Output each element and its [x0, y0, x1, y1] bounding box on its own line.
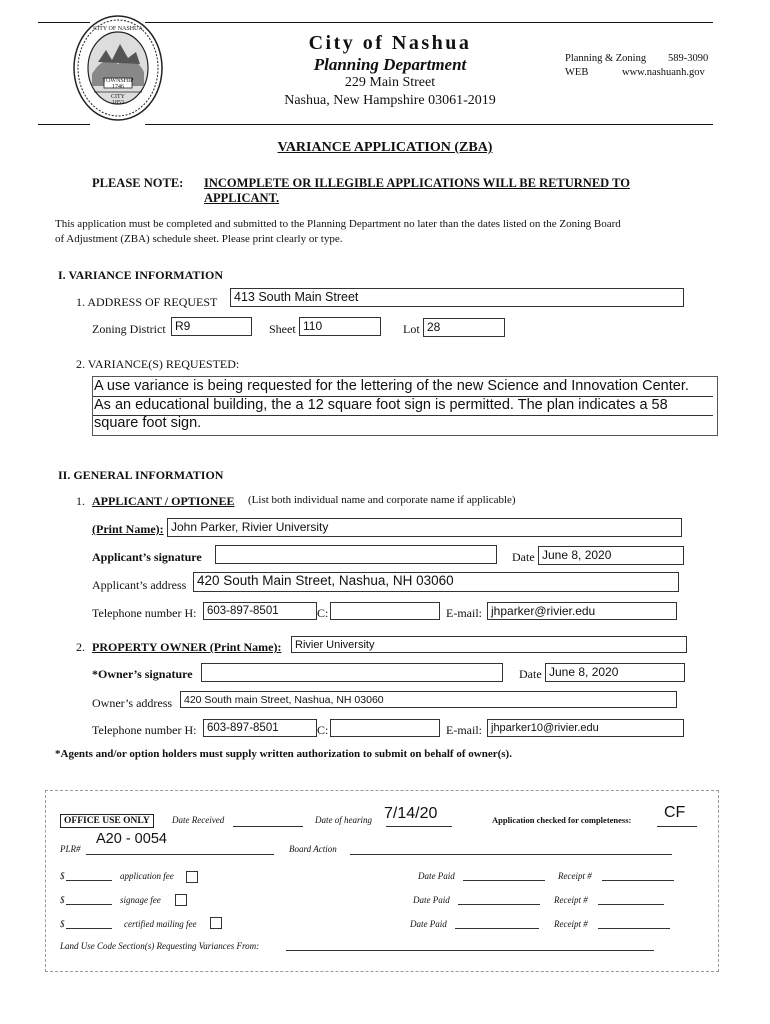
contact-phone-label: Planning & Zoning — [565, 53, 647, 64]
lot-label: Lot — [403, 322, 420, 336]
street-address: 229 Main Street — [344, 75, 436, 90]
fee-1-receipt: Receipt # — [558, 871, 592, 881]
note-label: PLEASE NOTE: — [92, 176, 184, 190]
fee-3-dollar: $ — [60, 919, 65, 929]
office-use-box — [45, 790, 719, 972]
zoning-district-field[interactable]: R9 — [171, 317, 252, 336]
completeness-line — [657, 826, 697, 827]
owner-phone-c-field[interactable] — [330, 719, 440, 737]
header-bottom-rule-right — [145, 124, 713, 125]
lot-field[interactable]: 28 — [423, 318, 505, 337]
plr-line — [86, 854, 274, 855]
fee-1-receipt-line — [602, 880, 674, 881]
plr-label: PLR# — [60, 844, 81, 854]
sheet-label: Sheet — [269, 322, 296, 336]
header-bottom-rule-left — [38, 124, 90, 125]
section-2-heading: II. GENERAL INFORMATION — [58, 468, 224, 482]
fee-3-date-paid: Date Paid — [410, 919, 447, 929]
variances-requested-field[interactable] — [92, 376, 718, 436]
contact-web-value: www.nashuanh.gov — [622, 67, 705, 78]
seal-text-mid: TOWNSHIP — [102, 78, 134, 84]
applicant-phone-c-label: C: — [317, 606, 329, 620]
seal-year-2: 1853 — [112, 100, 124, 106]
variances-text-line-2: As an educational building, the a 12 square foot sign is permitted. The plan indicates a 58 — [94, 397, 668, 413]
fee-2-date-paid: Date Paid — [413, 895, 450, 905]
applicant-phone-label: Telephone number H: — [92, 606, 197, 620]
applicant-email-label: E-mail: — [446, 606, 482, 620]
applicant-note: (List both individual name and corporate name if applicable) — [248, 494, 516, 506]
land-use-line — [286, 950, 654, 951]
completeness-value[interactable]: CF — [664, 804, 686, 821]
city-seal-icon — [72, 14, 164, 122]
date-received-line — [233, 826, 303, 827]
sheet-field[interactable]: 110 — [299, 317, 381, 336]
owner-email-label: E-mail: — [446, 723, 482, 737]
city-name: City of Nashua — [308, 32, 472, 54]
fee-3-receipt: Receipt # — [554, 919, 588, 929]
contact-web-label: WEB — [565, 67, 589, 78]
applicant-email-field[interactable]: jhparker@rivier.edu — [487, 602, 677, 620]
seal-text-top: CITY OF NASHUA — [93, 26, 143, 32]
signage-fee-checkbox[interactable] — [175, 894, 187, 906]
applicant-phone-c-field[interactable] — [330, 602, 440, 620]
date-hearing-line — [386, 826, 452, 827]
variances-text-line-3: square foot sign. — [94, 415, 202, 431]
applicant-phone-h-field[interactable]: 603-897-8501 — [203, 602, 317, 620]
land-use-label: Land Use Code Section(s) Requesting Variances From: — [60, 941, 260, 951]
agents-note: *Agents and/or option holders must supply written authorization to submit on behalf of owner(s). — [55, 748, 512, 760]
application-fee-checkbox[interactable] — [186, 871, 198, 883]
fee-3-line — [66, 928, 112, 929]
fee-3-receipt-line — [598, 928, 670, 929]
fee-2-receipt: Receipt # — [554, 895, 588, 905]
owner-date-field[interactable]: June 8, 2020 — [545, 663, 685, 682]
print-name-field[interactable]: John Parker, Rivier University — [167, 518, 682, 537]
fee-1-line — [66, 880, 112, 881]
variances-text-line-1: A use variance is being requested for the lettering of the new Science and Innovation Center. — [94, 378, 689, 394]
dept-name: Planning Department — [313, 55, 467, 74]
address-request-label: 1. ADDRESS OF REQUEST — [76, 295, 218, 309]
fee-1-date-paid: Date Paid — [418, 871, 455, 881]
note-line-2: APPLICANT. — [204, 191, 280, 205]
applicant-date-label: Date — [512, 550, 535, 564]
header-top-rule-right — [145, 22, 713, 23]
board-action-line — [350, 854, 672, 855]
owner-address-label: Owner’s address — [92, 696, 173, 710]
fee-1-label: application fee — [120, 871, 174, 881]
owner-phone-label: Telephone number H: — [92, 723, 197, 737]
owner-signature-label: *Owner’s signature — [92, 667, 193, 681]
fee-2-label: signage fee — [120, 895, 161, 905]
applicant-date-field[interactable]: June 8, 2020 — [538, 546, 684, 565]
city-state-zip: Nashua, New Hampshire 03061-2019 — [284, 93, 496, 108]
contact-phone-value: 589-3090 — [668, 53, 709, 64]
owner-heading: PROPERTY OWNER (Print Name): — [92, 640, 282, 654]
fee-3-date-line — [455, 928, 539, 929]
date-received-label: Date Received — [172, 815, 225, 825]
variances-requested-label: 2. VARIANCE(S) REQUESTED: — [76, 357, 240, 371]
fee-3-label: certified mailing fee — [124, 919, 197, 929]
fee-1-dollar: $ — [60, 871, 65, 881]
seal-text-bot: CITY — [111, 94, 125, 100]
page-title: VARIANCE APPLICATION (ZBA) — [277, 140, 493, 155]
fee-1-date-line — [463, 880, 545, 881]
office-use-label: OFFICE USE ONLY — [60, 814, 154, 828]
seal-year-1: 1746 — [112, 84, 124, 90]
applicant-address-field[interactable]: 420 South Main Street, Nashua, NH 03060 — [193, 572, 679, 592]
owner-address-field[interactable]: 420 South main Street, Nashua, NH 03060 — [180, 691, 677, 708]
owner-signature-field[interactable] — [201, 663, 503, 682]
print-name-label: (Print Name): — [92, 522, 164, 536]
fee-2-dollar: $ — [60, 895, 65, 905]
owner-number: 2. — [76, 640, 85, 654]
owner-phone-h-field[interactable]: 603-897-8501 — [203, 719, 317, 737]
intro-line-2: of Adjustment (ZBA) schedule sheet. Please print clearly or type. — [55, 233, 343, 245]
fee-2-receipt-line — [598, 904, 664, 905]
zoning-district-label: Zoning District — [92, 322, 166, 336]
owner-email-field[interactable]: jhparker10@rivier.edu — [487, 719, 684, 737]
note-line-1: INCOMPLETE OR ILLEGIBLE APPLICATIONS WILL BE RETURNED TO — [204, 176, 630, 190]
owner-date-label: Date — [519, 667, 542, 681]
section-1-heading: I. VARIANCE INFORMATION — [58, 268, 224, 282]
applicant-address-label: Applicant’s address — [92, 578, 187, 592]
fee-2-line — [66, 904, 112, 905]
board-action-label: Board Action — [289, 844, 337, 854]
owner-phone-c-label: C: — [317, 723, 329, 737]
intro-line-1: This application must be completed and submitted to the Planning Department no later than the dates listed on the Zoning Board — [55, 218, 621, 230]
owner-name-field[interactable]: Rivier University — [291, 636, 687, 653]
address-request-field[interactable]: 413 South Main Street — [230, 288, 684, 307]
fee-2-date-line — [458, 904, 540, 905]
plr-value[interactable]: A20 - 0054 — [96, 831, 167, 847]
applicant-signature-field[interactable] — [215, 545, 497, 564]
applicant-signature-label: Applicant’s signature — [92, 550, 202, 564]
certified-mailing-fee-checkbox[interactable] — [210, 917, 222, 929]
applicant-heading: APPLICANT / OPTIONEE — [92, 494, 235, 508]
completeness-label: Application checked for completeness: — [492, 815, 632, 825]
date-hearing-label: Date of hearing — [315, 815, 372, 825]
date-hearing-value[interactable]: 7/14/20 — [384, 805, 438, 822]
applicant-number: 1. — [76, 494, 85, 508]
